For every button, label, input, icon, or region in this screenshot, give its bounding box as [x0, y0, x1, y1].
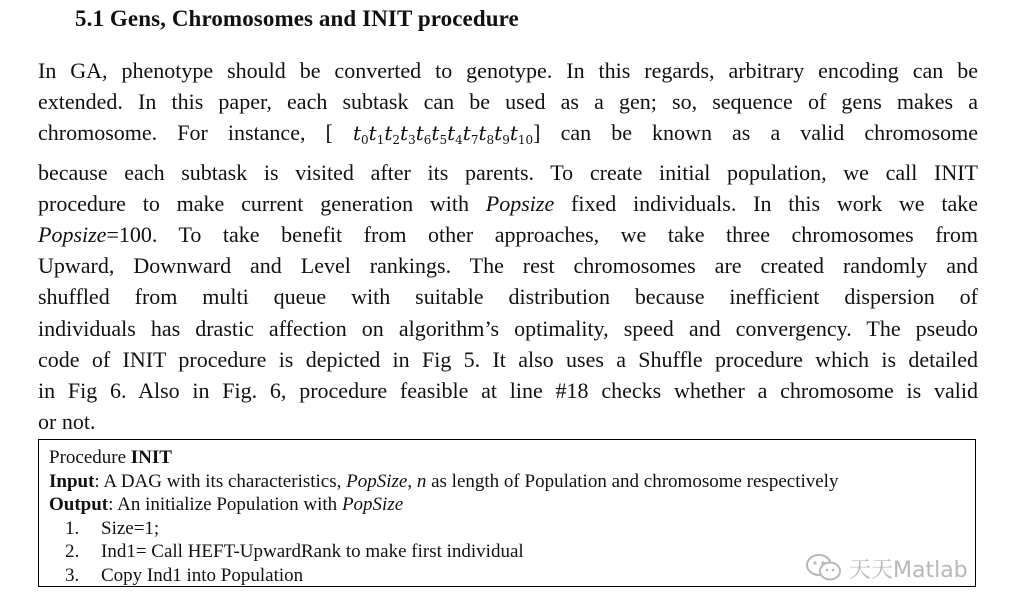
paragraph-text: fixed individuals. In this work we take: [554, 190, 978, 216]
procedure-output: [49, 493, 965, 517]
gene-index: 2: [392, 133, 401, 148]
paragraph-text: =100. To take benefit from other approaches, we take three chromosomes from: [106, 222, 978, 248]
output-label: Output: [49, 494, 109, 515]
paragraph-text: ] can be known as a valid chromosome: [533, 120, 979, 146]
gene-symbol: $t_9$: [494, 121, 510, 148]
gene-index: 5: [439, 133, 448, 148]
step-number: 1.: [65, 517, 80, 539]
input-text: as length of Population and chromosome respectively: [426, 470, 839, 492]
paragraph-line: code of INIT procedure is depicted in Fig 5. It also uses a Shuffle procedure which is detailed: [38, 346, 978, 372]
gene-index: 1: [376, 133, 385, 148]
procedure-title: [49, 446, 965, 470]
paragraph-text: procedure to make current generation with: [38, 190, 486, 216]
paragraph-line: because each subtask is visited after its parents. To create initial population, we call INIT: [38, 159, 978, 185]
chromosome-sequence: [352, 121, 534, 148]
gene-symbol: $t_6$: [415, 121, 432, 148]
gene-symbol: $t_8$: [478, 121, 495, 148]
paragraph-line: [38, 219, 978, 250]
paragraph-line: shuffled from multi queue with suitable distribution because inefficient dispersion of: [38, 284, 978, 310]
gene-index: 10: [517, 133, 534, 148]
gene-symbol: $t_4$: [447, 121, 463, 148]
section-heading: 5.1 Gens, Chromosomes and INIT procedure: [75, 6, 519, 31]
procedure-input: [49, 470, 965, 494]
input-text: : A DAG with its characteristics,: [94, 470, 347, 492]
paragraph-line: extended. In this paper, each subtask can be used as a gen; so, sequence of gens makes a: [38, 89, 978, 115]
paragraph-line: Upward, Downward and Level rankings. The rest chromosomes are created randomly and: [38, 253, 978, 279]
gene-symbol: $t_{10}$: [509, 121, 534, 148]
gene-index: 9: [502, 133, 510, 148]
watermark: [805, 551, 968, 585]
gene-symbol: $t_5$: [431, 121, 448, 148]
output-text: : An initialize Population with: [108, 494, 342, 515]
gene-symbol: $t_3$: [400, 121, 416, 148]
popsize-term: Popsize: [38, 222, 107, 248]
step-text: Ind1= Call HEFT-UpwardRank to make first individual: [101, 541, 524, 562]
paragraph-text: chromosome. For instance, [: [38, 120, 333, 146]
gene-symbol: $t_2$: [384, 121, 401, 148]
gene-index: 3: [408, 133, 416, 148]
step-number: 3.: [65, 564, 80, 586]
gene-symbol: $t_0$: [352, 121, 369, 148]
paragraph-line: In GA, phenotype should be converted to genotype. In this regards, arbitrary encoding can be: [38, 58, 978, 83]
input-label: Input: [49, 470, 95, 492]
step-number: 2.: [65, 541, 80, 562]
gene-index: 8: [486, 133, 495, 148]
watermark-text: 天天Matlab: [849, 557, 968, 583]
step-text: Copy Ind1 into Population: [101, 564, 304, 586]
procedure-title-prefix: Procedure: [49, 447, 131, 468]
paragraph-line: individuals has drastic affection on algorithm’s optimality, speed and convergency. The pseudo: [38, 315, 978, 341]
gene-symbol: $t_7$: [462, 121, 479, 148]
output-term: PopSize: [341, 494, 404, 515]
procedure-step: [49, 517, 965, 541]
gene-index: 6: [423, 133, 432, 148]
gene-index: 0: [361, 133, 369, 148]
gene-index: 4: [455, 133, 463, 148]
step-text: Size=1;: [101, 517, 160, 539]
input-term: n: [416, 470, 427, 492]
popsize-term: Popsize: [485, 190, 555, 216]
paragraph-line: [38, 188, 978, 219]
procedure-name: INIT: [130, 447, 172, 468]
wechat-icon: [805, 553, 843, 583]
paragraph-line: or not.: [38, 409, 96, 435]
gene-symbol: $t_1$: [368, 121, 385, 148]
gene-index: 7: [470, 133, 479, 148]
input-term: PopSize: [346, 470, 408, 492]
paragraph-line: in Fig 6. Also in Fig. 6, procedure feasible at line #18 checks whether a chromosome is valid: [38, 378, 978, 404]
body-paragraph: [38, 55, 978, 437]
input-text: ,: [407, 470, 417, 492]
paragraph-line: [38, 117, 978, 156]
